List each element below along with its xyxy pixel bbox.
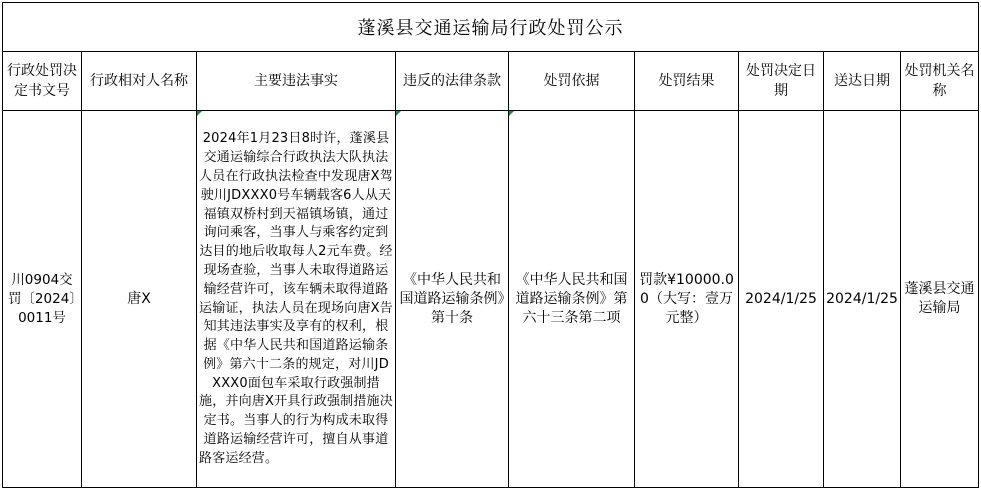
cell-facts: [197, 111, 396, 488]
header-party: 行政相对人名称: [82, 52, 197, 111]
header-delivery-date: 送达日期: [824, 52, 901, 111]
header-basis: 处罚依据: [509, 52, 635, 111]
table-row: [3, 111, 979, 488]
cell-doc-no: 川0904交罚〔2024〕0011号: [3, 111, 82, 488]
cell-delivery-date: 2024/1/25: [824, 111, 901, 488]
facts-text: 2024年1月23日8时许，蓬溪县交通运输综合行政执法大队执法人员在行政执法检查中发现唐X驾驶川JDXXX0号车辆载客6人从天福镇双桥村到天福镇场镇，通过询问乘客，当事人与乘客约定到达目的地后收取每人2元车费。经现场查验，当事人未取得道路运输经营许可，该车辆未取得道路运输证，执法人员在现场向唐X告知其违法事实及享有的权利，根据《中华人民共和国道路运输条例》第六十二条的规定，对川JDXXX0面包车采取行政强制措施，并向唐X开具行政强制措施决定书。当事人的行为构成未取得道路运输经营许可，擅自从事道路客运经营。: [199, 131, 393, 466]
header-law: 违反的法律条款: [396, 52, 509, 111]
header-facts: 主要违法事实: [197, 52, 396, 111]
header-agency: 处罚机关名称: [901, 52, 979, 111]
page-title: 蓬溪县交通运输局行政处罚公示: [3, 3, 979, 52]
cell-law: 《中华人民共和国道路运输条例》第十条: [396, 111, 509, 488]
cell-agency: 蓬溪县交通运输局: [901, 111, 979, 488]
cell-result: 罚款¥10000.00（大写：壹万元整）: [635, 111, 739, 488]
cell-decision-date: 2024/1/25: [739, 111, 824, 488]
header-result: 处罚结果: [635, 52, 739, 111]
cell-basis: 《中华人民共和国道路运输条例》第六十三条第二项: [509, 111, 635, 488]
header-doc-no: 行政处罚决定书文号: [3, 52, 82, 111]
header-decision-date: 处罚决定日期: [739, 52, 824, 111]
cell-party: 唐X: [82, 111, 197, 488]
penalty-notice-table: [2, 2, 979, 488]
